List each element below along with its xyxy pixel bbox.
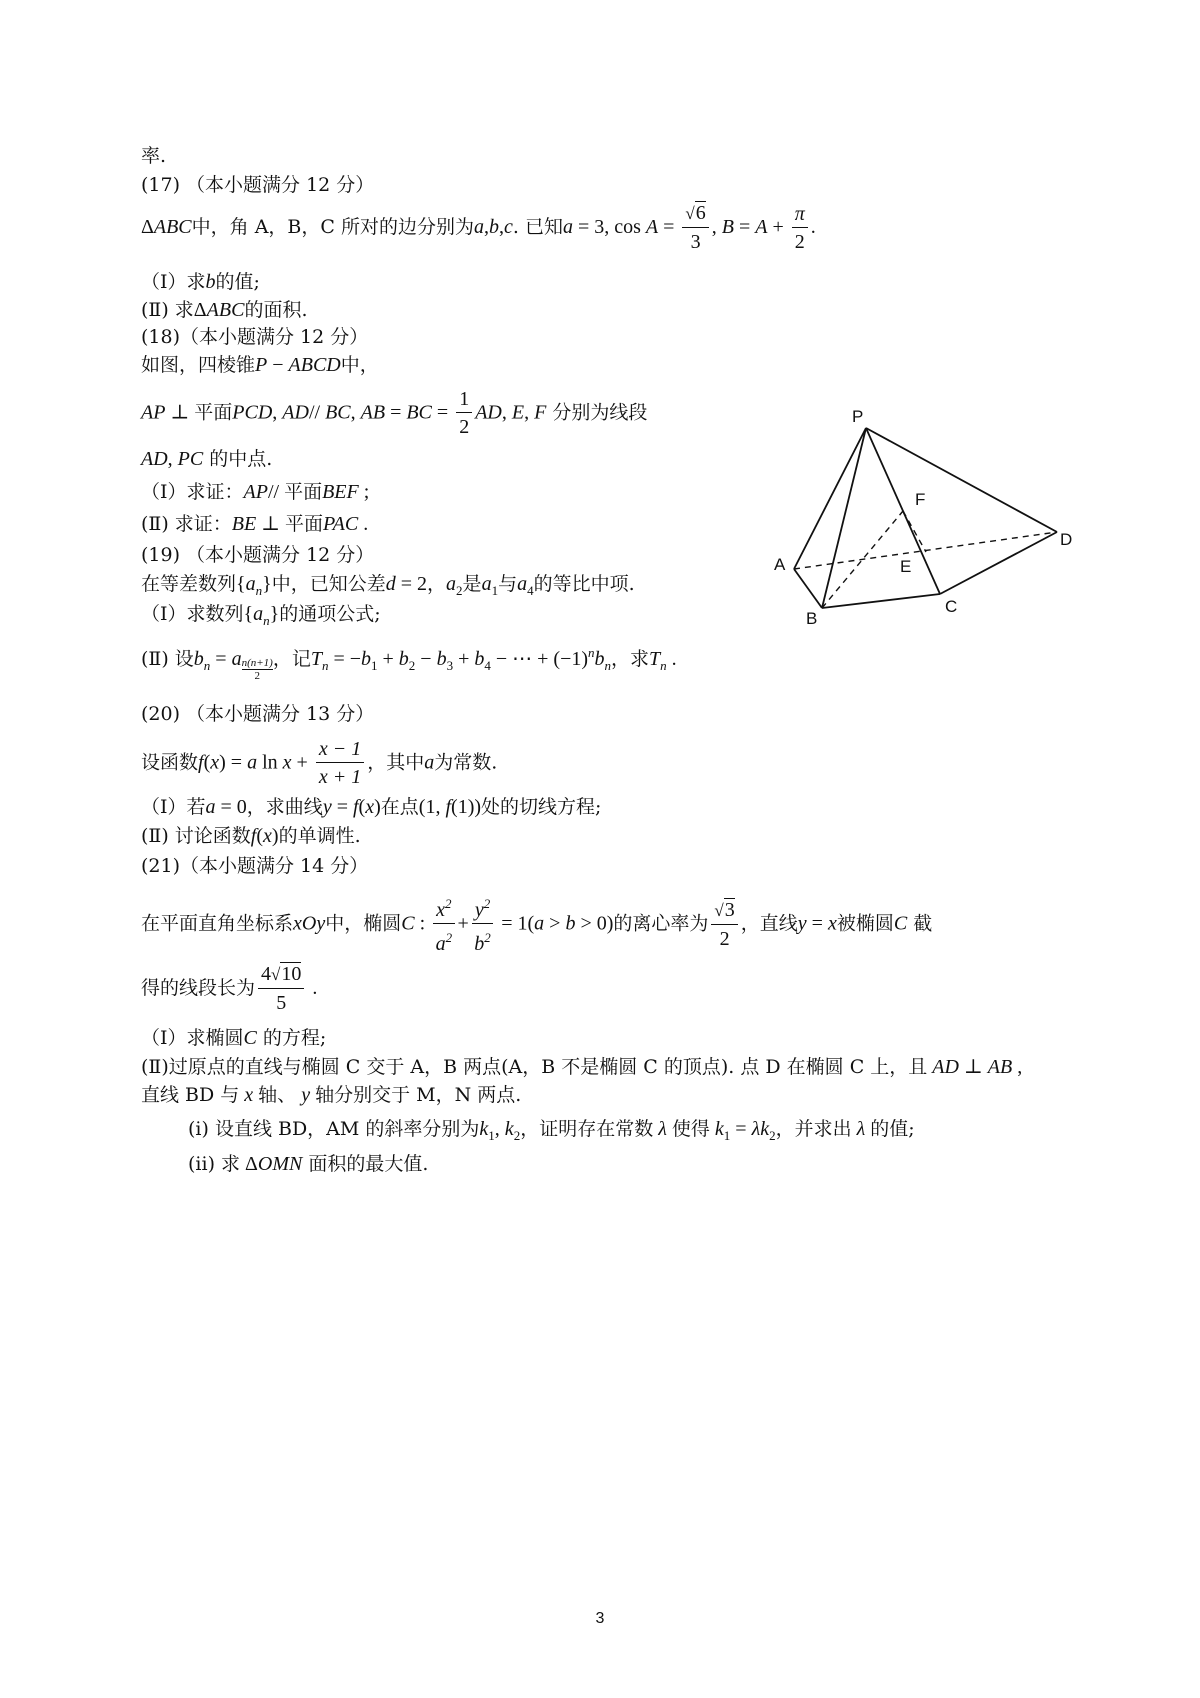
label-E: E: [900, 557, 912, 576]
q20-part-i: （Ⅰ）若a = 0，求曲线y = f(x)在点(1, f(1))处的切线方程;: [141, 796, 602, 818]
q21-sub-ii: (ii) 求 ΔOMN 面积的最大值.: [188, 1153, 429, 1175]
edge-PD: [866, 428, 1057, 532]
edge-CD: [940, 532, 1057, 594]
q20-statement: 设函数f(x) = a ln x + $\frac{x - 1}{x + 1}$ ，其中a为常数.: [141, 738, 498, 788]
q18-header: (18)（本小题满分 12 分）: [141, 326, 369, 348]
q20-part-ii: (Ⅱ) 讨论函数f(x)的单调性.: [141, 825, 361, 847]
label-F: F: [915, 490, 926, 509]
continuation-text: 率.: [141, 145, 167, 167]
q20-header: (20) （本小题满分 13 分）: [141, 703, 375, 725]
edge-AB: [794, 569, 822, 608]
q21-statement: 在平面直角坐标系xOy中，椭圆C : $\frac{x^2}{a^2}$ + $\frac{y^2}{b^2}$ = 1(a > b > 0)的离心率为 $\frac{√3}{2}$ ，直线y = x被椭圆C 截: [141, 891, 932, 958]
q21-part-ii-2: 直线 BD 与 x 轴、 y 轴分别交于 M，N 两点.: [141, 1084, 522, 1106]
q17-part-ii: (Ⅱ) 求ΔABC的面积.: [141, 299, 308, 321]
q19-header: (19) （本小题满分 12 分）: [141, 544, 375, 566]
q21-part-ii: (Ⅱ)过原点的直线与椭圆 C 交于 A，B 两点(A，B 不是椭圆 C 的顶点). 点 D 在椭圆 C 上，且 AD ⊥ AB ,: [141, 1056, 1023, 1078]
q21-part-i: （Ⅰ）求椭圆C 的方程;: [141, 1027, 327, 1049]
q17-statement: ΔABC中，角 A，B，C 所对的边分别为a,b,c. 已知a = 3, cos A = $\frac{√6}{3}$ , B = A + $\frac{\pi}{2}$ .: [141, 202, 816, 253]
q19-part-i: （Ⅰ）求数列$\{a_n\}$的通项公式;: [141, 603, 381, 628]
q17-header: (17) （本小题满分 12 分）: [141, 174, 375, 196]
q18-conditions-2: AD, PC 的中点.: [141, 448, 273, 470]
page-number: 3: [595, 1610, 605, 1627]
q21-sub-i: (i) 设直线 BD，AM 的斜率分别为$k_1$, $k_2$，证明存在常数 λ 使得 $k_1 = \lambda k_2$，并求出 λ 的值;: [188, 1118, 915, 1143]
q19-part-ii: (Ⅱ) 设$b_n = a$ $\frac{n(n+1)}{2}$ ，记$T_n = -b_1 + b_2 - b_3 + b_4$ − ⋯ + $(-1)^nb_n$，求$T_n$ .: [141, 645, 677, 682]
label-A: A: [774, 555, 786, 574]
label-P: P: [852, 407, 864, 426]
q18-part-ii: (Ⅱ) 求证：BE ⊥ 平面PAC .: [141, 513, 369, 535]
q21-statement-2: 得的线段长为 $\frac{4√10}{5}$ .: [141, 963, 318, 1014]
q18-conditions: AP ⊥ 平面PCD, AD// BC, AB = BC = $\frac{1}{2}$ AD, E, F 分别为线段: [141, 388, 648, 438]
edge-PA: [794, 428, 866, 569]
q17-part-i: （Ⅰ）求b的值;: [141, 271, 260, 293]
q18-intro: 如图，四棱锥P − ABCD中，: [141, 354, 379, 376]
q19-statement: 在等差数列$\{a_n\}$中，已知公差d = 2，$a_2$是$a_1$与$a_4$的等比中项.: [141, 573, 635, 598]
q18-part-i: （Ⅰ）求证：AP// 平面BEF ;: [141, 481, 370, 503]
label-D: D: [1060, 530, 1073, 549]
q21-header: (21)（本小题满分 14 分）: [141, 855, 369, 877]
label-C: C: [945, 597, 958, 616]
edge-BC: [822, 594, 940, 608]
label-B: B: [806, 609, 818, 628]
